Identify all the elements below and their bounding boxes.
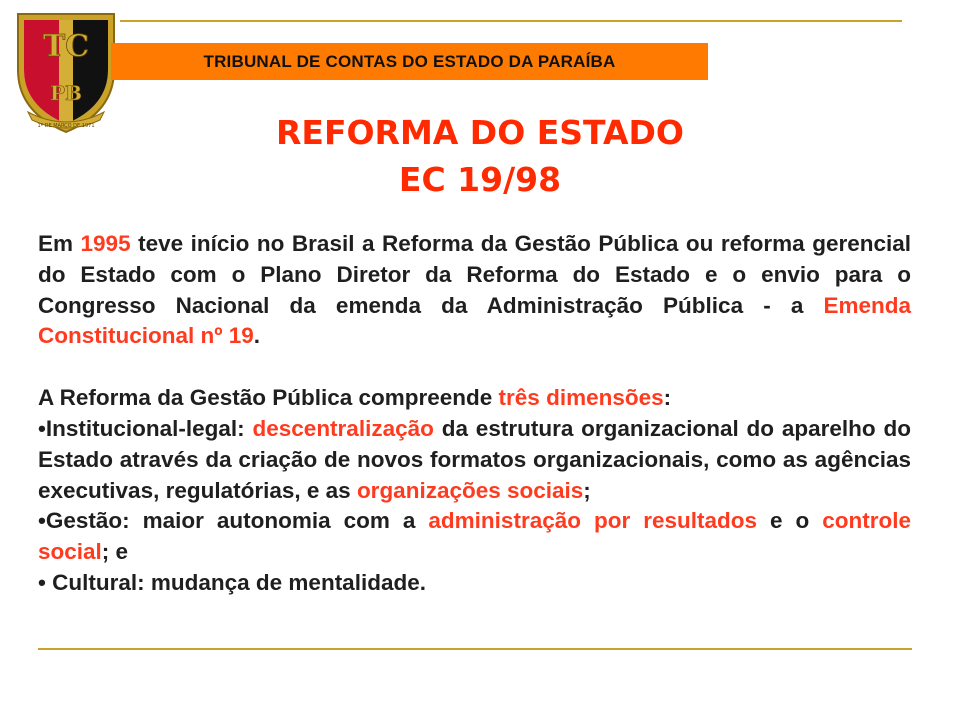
bullet-institutional: •Institucional-legal: descentralização da estrutura organizacional do aparelho do Estado através da criação de novos formatos organizacionais, como as agências executivas, regulatórias, e as organizações sociais; <box>38 415 911 503</box>
svg-text:1º DE MARÇO DE 1971: 1º DE MARÇO DE 1971 <box>37 123 95 129</box>
top-divider <box>120 20 902 22</box>
slide-title: REFORMA DO ESTADO <box>275 113 684 152</box>
dimensions-highlight: três dimensões <box>498 385 664 411</box>
year-highlight: 1995 <box>80 231 131 256</box>
bullet-cultural: • Cultural: mudança de mentalidade. <box>38 569 426 595</box>
dimensions-lead: A Reforma da Gestão Pública compreende três dimensões: <box>38 385 672 411</box>
svg-text:PB: PB <box>50 81 82 105</box>
institution-banner <box>111 43 708 80</box>
intro-paragraph: Em 1995 teve início no Brasil a Reforma da Gestão Pública ou reforma gerencial do Estado com o Plano Diretor da Reforma do Estado e o envio para o Congresso Nacional da emenda da Administração Pública - a Emenda Constitucional nº 19. <box>38 231 911 349</box>
institution-name: TRIBUNAL DE CONTAS DO ESTADO DA PARAÍBA <box>203 51 616 71</box>
slide-body <box>38 229 911 599</box>
bottom-divider <box>38 648 912 650</box>
bullet-management: •Gestão: maior autonomia com a administração por resultados e o controle social; e <box>38 508 911 565</box>
svg-text:TC: TC <box>42 29 90 64</box>
slide-subtitle: EC 19/98 <box>398 160 562 199</box>
amendment-highlight: Emenda Constitucional nº 19 <box>38 292 911 349</box>
